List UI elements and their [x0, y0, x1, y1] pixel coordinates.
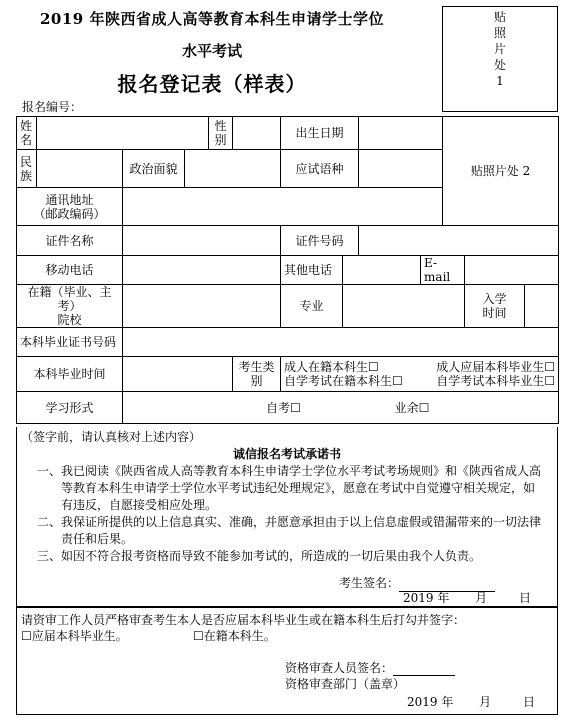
audit-dept-label: 资格审查部门（盖章） — [285, 677, 406, 691]
date-year: 2019 年 — [407, 695, 454, 709]
date-day: 日 — [523, 695, 536, 709]
reg-no-label: 报名编号： — [22, 100, 83, 114]
address-label — [17, 188, 123, 226]
school-label-line-1: 在籍（毕业、主考） — [27, 285, 112, 313]
candidate-type-options[interactable] — [281, 357, 559, 392]
candidate-type-option[interactable]: 成人应届本科毕业生☐ — [436, 360, 556, 374]
study-form-option-part-time[interactable]: 业余☐ — [394, 400, 430, 415]
study-form-label: 学习形式 — [17, 392, 123, 424]
photo-box-1-label — [443, 9, 557, 89]
title-line-1: 2019 年陕西省成人高等教育本科生申请学士学位 — [40, 10, 384, 28]
id-no-field[interactable] — [359, 226, 559, 256]
enroll-time-field[interactable] — [525, 285, 559, 328]
candidate-type-option[interactable]: 成人在籍本科生☐ — [284, 360, 379, 374]
photo-box-char: 照 — [493, 26, 506, 40]
cert-no-label: 本科毕业证书号码 — [17, 328, 123, 357]
ethnicity-label: 民族 — [17, 150, 37, 188]
mobile-field[interactable] — [123, 256, 281, 285]
registration-table — [16, 116, 559, 424]
study-form-options[interactable] — [123, 392, 559, 424]
name-label: 姓名 — [17, 117, 37, 150]
exam-language-field[interactable] — [359, 150, 443, 188]
photo-box-char: 贴 — [493, 10, 506, 24]
reviewer-sign-field[interactable] — [393, 661, 455, 676]
exam-language-label: 应试语种 — [281, 150, 359, 188]
photo-box-1 — [442, 6, 558, 112]
integrity-pledge-section — [16, 427, 558, 607]
pledge-item-1-line-2: 等教育本科生申请学士学位水平考试违纪处理规定》，愿意在考试中自觉遵守相关规定，如 — [61, 481, 536, 495]
form-title: 报名登记表（样表） — [117, 72, 307, 96]
audit-option-enrolled[interactable]: ☐在籍本科生。 — [193, 629, 276, 643]
pre-sign-note: （签字前，请认真核对上述内容） — [21, 430, 202, 444]
enroll-time-label-line-2: 时间 — [482, 306, 507, 320]
photo-box-char: 1 — [496, 74, 504, 88]
title-line-2: 水平考试 — [181, 42, 242, 60]
pledge-item-3: 三、如因不符合报考资格而导致不能参加考试的，所造成的一切后果由我个人负责。 — [37, 549, 482, 563]
candidate-type-option[interactable]: 自学考试在籍本科生☐ — [284, 374, 403, 388]
birth-date-field[interactable] — [359, 117, 443, 150]
enroll-time-label — [465, 285, 525, 328]
date-day: 日 — [519, 591, 532, 605]
enroll-time-label-line-1: 入学 — [482, 292, 507, 306]
school-label — [17, 285, 123, 328]
other-phone-label: 其他电话 — [281, 256, 343, 285]
grad-time-field[interactable] — [123, 357, 233, 392]
date-year: 2019 年 — [403, 591, 450, 605]
political-status-label: 政治面貌 — [123, 150, 185, 188]
id-no-label: 证件号码 — [281, 226, 359, 256]
candidate-sign-date — [403, 590, 531, 607]
candidate-sign-label: 考生签名： — [339, 576, 400, 590]
other-phone-field[interactable] — [343, 256, 421, 285]
name-field[interactable] — [37, 117, 209, 150]
address-label-line-1: 通讯地址 — [45, 192, 94, 207]
photo-box-2: 贴照片处 2 — [443, 117, 559, 226]
political-status-field[interactable] — [185, 150, 281, 188]
pledge-item-2-line-1: 二、我保证所提供的以上信息真实、准确，并愿意承担由于以上信息虚假或错漏带来的一切法律 — [37, 515, 542, 529]
audit-date — [407, 694, 535, 710]
pledge-title: 诚信报名考试承诺书 — [232, 447, 341, 461]
ethnicity-field[interactable] — [37, 150, 123, 188]
gender-label: 性别 — [209, 117, 233, 150]
candidate-type-option[interactable]: 自学考试本科毕业生☐ — [436, 374, 556, 388]
email-label: E-mail — [421, 256, 465, 285]
mobile-label: 移动电话 — [17, 256, 123, 285]
major-label: 专业 — [281, 285, 343, 328]
reviewer-sign-label: 资格审查人员签名： — [285, 661, 394, 675]
date-month: 月 — [475, 591, 488, 605]
grad-time-label: 本科毕业时间 — [17, 357, 123, 392]
date-month: 月 — [479, 695, 492, 709]
candidate-type-label: 考生类别 — [233, 357, 281, 392]
pledge-item-1-line-3: 有违反，自愿接受相应处理。 — [61, 498, 218, 512]
audit-option-graduate[interactable]: ☐应届本科毕业生。 — [21, 629, 128, 643]
id-name-field[interactable] — [123, 226, 281, 256]
email-field[interactable] — [465, 256, 559, 285]
pledge-item-1-line-1: 一、我已阅读《陕西省成人高等教育本科生申请学士学位水平考试考场规则》和《陕西省成人高 — [37, 464, 542, 478]
address-label-line-2: （邮政编码） — [33, 206, 106, 221]
qualification-audit-section — [16, 607, 558, 715]
study-form-option-self-exam[interactable]: 自考☐ — [266, 400, 301, 415]
audit-instruction: 请资审工作人员严格审查考生本人是否应届本科毕业生或在籍本科生后打勾并签字： — [21, 613, 466, 627]
school-field[interactable] — [123, 285, 281, 328]
pledge-item-2-line-2: 责任和后果。 — [61, 532, 134, 546]
gender-field[interactable] — [233, 117, 281, 150]
candidate-type-row-1 — [284, 360, 555, 374]
photo-box-char: 片 — [493, 42, 506, 56]
id-name-label: 证件名称 — [17, 226, 123, 256]
reviewer-sign-row — [285, 660, 455, 676]
address-field[interactable] — [123, 188, 443, 226]
cert-no-field[interactable] — [123, 328, 559, 357]
birth-date-label: 出生日期 — [281, 117, 359, 150]
major-field[interactable] — [343, 285, 465, 328]
school-label-line-2: 院校 — [57, 313, 82, 327]
candidate-type-row-2 — [284, 374, 555, 388]
photo-box-char: 处 — [493, 58, 506, 72]
